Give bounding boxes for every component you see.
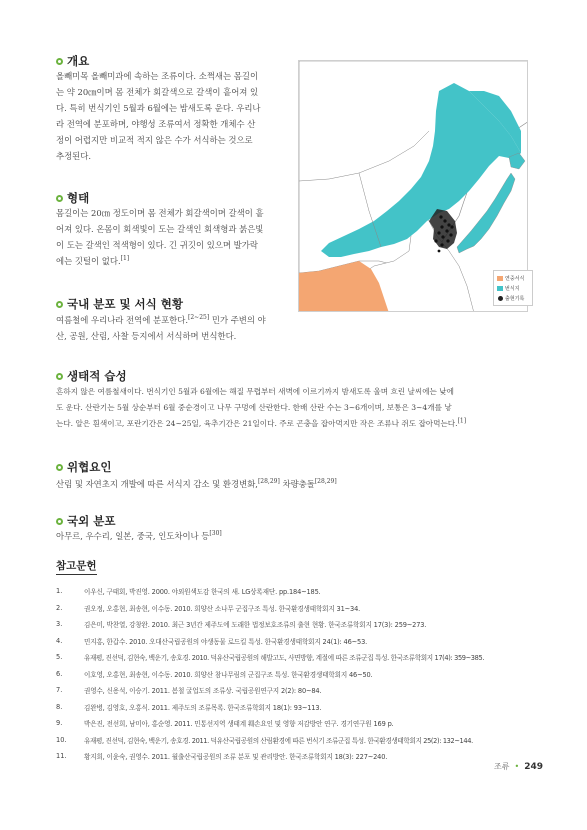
form-line: 이 도는 갈색인 적색형이 있다. 긴 귀깃이 있으며 발가락 [56, 240, 258, 250]
overview-line: 정이 어렵지만 비교적 적지 않은 수가 서식하는 것으로 [56, 135, 253, 145]
form-line-text: 에는 깃털이 없다. [56, 256, 121, 266]
section-heading-overview [56, 53, 89, 69]
overseas-text-body: 아무르, 우수리, 일본, 중국, 인도차이나 등 [56, 531, 210, 541]
section-bullet-icon [56, 464, 63, 471]
section-bullet-icon [56, 195, 63, 202]
section-heading-overseas [56, 513, 115, 529]
overview-line: 추정된다. [56, 151, 92, 161]
overview-line: 는 약 20㎝이며 몸 전체가 회갈색으로 갈색이 흩어져 있 [56, 87, 259, 97]
form-line: 몸길이는 20㎝ 정도이며 몸 전체가 회갈색이며 갈색이 흩 [56, 208, 264, 218]
citation: [1] [120, 255, 130, 263]
reference-item [56, 682, 546, 699]
reference-number: 1. [56, 587, 63, 596]
legend-swatch-teal [497, 286, 503, 291]
reference-number: 3. [56, 620, 63, 629]
reference-number: 9. [56, 719, 63, 728]
reference-item [56, 732, 546, 749]
overview-line: 올빼미목 올빼미과에 속하는 조류이다. 소쩍새는 몸길이 [56, 71, 259, 81]
reference-item [56, 699, 546, 716]
section-bullet-icon [56, 518, 63, 525]
section-heading-ecology [56, 368, 127, 384]
form-text [56, 205, 288, 269]
section-heading-threats [56, 459, 111, 475]
section-bullet-icon [56, 301, 63, 308]
domestic-line-text: 여름철에 우리나라 전역에 분포한다. [56, 315, 189, 325]
reference-item [56, 666, 546, 683]
reference-text: 황지희, 이윤숙, 권영수. 2011. 월출산국립공원의 조류 분포 및 관리방안. 한국조류학회지 18(3): 227~240. [84, 753, 388, 762]
map-legend [493, 270, 533, 306]
legend-item-resident [497, 273, 530, 283]
reference-number: 10. [56, 735, 67, 744]
overview-line: 다. 특히 번식기인 5월과 6월에는 밤새도록 운다. 우리나 [56, 103, 261, 113]
page-footer [494, 761, 543, 772]
reference-text: 유재평, 진선덕, 김현숙, 백운기, 송호경. 2010. 덕유산국립공원의 해발고도, 사면방향, 계절에 따른 조류군집 특성. 한국조류학회지 17(4): 359~385. [84, 654, 485, 663]
reference-number: 11. [56, 752, 67, 761]
legend-item-breeding [497, 283, 530, 293]
threats-text [56, 476, 546, 492]
reference-text: 권오정, 오홍현, 최송현, 이수동. 2010. 희양산 소나무 군집구조 특성. 한국환경생태학회지 31~34. [84, 604, 361, 613]
section-title-domestic: 국내 분포 및 서식 현황 [67, 297, 183, 311]
reference-item [56, 600, 546, 617]
reference-number: 4. [56, 636, 63, 645]
section-bullet-icon [56, 373, 63, 380]
reference-item [56, 715, 546, 732]
section-title-ecology: 생태적 습성 [67, 369, 127, 383]
section-heading-domestic [56, 296, 183, 312]
section-title-threats: 위협요인 [67, 460, 112, 474]
reference-item [56, 633, 546, 650]
threats-text-b: 차량충돌 [279, 479, 315, 489]
ecology-line: 도 운다. 산란기는 5월 상순부터 6월 중순경이고 나무 구멍에 산란한다. 한배 산란 수는 3~6개이며, 보통은 3~4개를 낳 [56, 403, 452, 412]
reference-number: 8. [56, 702, 63, 711]
reference-text: 김은미, 박찬열, 강창완. 2010. 최근 3년간 제주도에 도래한 법정보호조류의 출현 현황. 한국조류학회지 17(3): 259~273. [84, 621, 427, 630]
reference-text: 유재평, 진선덕, 김현숙, 백운기, 송호경. 2011. 덕유산국립공원의 산림환경에 따른 번식기 조류군집 특성. 한국환경생태학회지 25(2): 132~144. [84, 736, 473, 745]
form-line [56, 253, 288, 269]
legend-item-record [497, 293, 530, 303]
overview-text [56, 68, 288, 164]
form-line: 어져 있다. 온몸이 회색빛이 도는 갈색인 회색형과 붉은빛 [56, 224, 264, 234]
citation: [1] [457, 417, 467, 425]
reference-text: 박은진, 전선희, 남미아, 홍순영. 2011. 민통선지역 생태계 훼손요인 및 영향 저감방안 연구. 경기연구원 169 p. [84, 720, 394, 729]
overseas-text [56, 528, 546, 544]
reference-item [56, 748, 546, 765]
reference-number: 2. [56, 603, 63, 612]
reference-item [56, 616, 546, 633]
citation: [28,29] [257, 478, 280, 486]
footer-section-label: 조류 [494, 762, 510, 771]
reference-text: 이우신, 구태회, 박진영. 2000. 야외원색도감 한국의 새. LG상록재단. pp.184~185. [84, 588, 321, 597]
legend-label: 번식지 [505, 285, 520, 292]
reference-item [56, 583, 546, 600]
ecology-line: 흔하지 않은 여름철새이다. 번식기인 5월과 6월에는 해질 무렵부터 새벽에 이르기까지 밤새도록 울며 흐린 날씨에는 낮에 [56, 387, 454, 396]
domestic-text [56, 312, 296, 344]
legend-label: 출현기록 [505, 295, 525, 302]
ecology-line-text: 는다. 알은 흰색이고, 포란기간은 24~25일, 육추기간은 21일이다. 주로 곤충을 잡아먹지만 작은 조류나 쥐도 잡아먹는다. [56, 419, 458, 428]
section-heading-form [56, 190, 89, 206]
reference-text: 민지홍, 한갑수. 2010. 오대산국립공원의 야생동물 로드킬 특성. 한국환경생태학회지 24(1): 46~53. [84, 637, 368, 646]
references-list [56, 583, 546, 765]
overview-line: 라 전역에 분포하며, 야행성 조류여서 정확한 개체수 산 [56, 119, 256, 129]
section-title-overseas: 국외 분포 [67, 514, 116, 528]
footer-separator: • [514, 762, 520, 771]
threats-text-a: 산림 및 자연초지 개발에 따른 서식지 감소 및 환경변화, [56, 479, 258, 489]
reference-text: 권영수, 신용석, 이승기. 2011. 봄철 굴업도의 조류상. 국립공원연구지 2(2): 80~84. [84, 687, 322, 696]
page-number: 249 [524, 761, 543, 772]
section-bullet-icon [56, 58, 63, 65]
domestic-line: 산, 공원, 산림, 사찰 등지에서 서식하며 번식한다. [56, 331, 237, 341]
legend-dot-icon [498, 296, 503, 301]
domestic-line [56, 312, 296, 328]
legend-swatch-orange [497, 276, 503, 281]
legend-label: 연중서식 [505, 275, 525, 282]
references-title: 참고문헌 [56, 558, 97, 575]
reference-number: 5. [56, 653, 63, 662]
citation: [2~25] [188, 314, 210, 322]
ecology-line [56, 416, 546, 432]
reference-item [56, 649, 546, 666]
ecology-text [56, 384, 546, 432]
reference-number: 7. [56, 686, 63, 695]
reference-text: 김완병, 김영호, 오홍식. 2011. 제주도의 조류목록. 한국조류학회지 18(1): 93~113. [84, 703, 322, 712]
domestic-line-text: 민가 주변의 야 [209, 315, 266, 325]
section-title-overview: 개요 [67, 54, 90, 68]
section-title-form: 형태 [67, 191, 90, 205]
citation: [30] [209, 530, 222, 538]
reference-text: 이호영, 오홍현, 최송현, 이수동. 2010. 희양산 참나무림의 군집구조 특성. 한국환경생태학회지 46~50. [84, 670, 373, 679]
reference-number: 6. [56, 669, 63, 678]
citation: [28,29] [314, 478, 337, 486]
